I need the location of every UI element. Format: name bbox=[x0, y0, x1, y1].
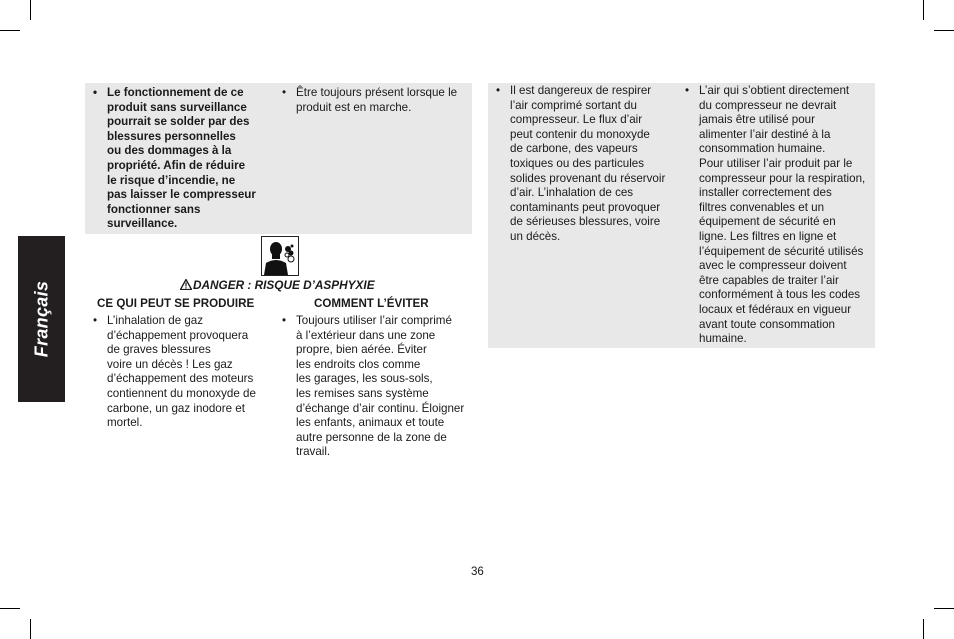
avoidance-column-heading: COMMENT L’ÉVITER bbox=[314, 297, 429, 310]
page-number: 36 bbox=[471, 566, 484, 578]
presence-warning: • Être toujours présent lorsque le produit est en marche. bbox=[282, 86, 486, 115]
human-consumption-warning: • L’air qui s’obtient directement du compresseur ne devrait jamais être utilisé pour alimenter l’air destiné à la consommation humaine. Pour utiliser l’air produit par le compresseur pour la respiration, installer correctement des filtres convenables et un équipement de sécurité en ligne. Les filtres en ligne et l’équipement de sécurité utilisés avec le compresseur doivent être capables de traiter l’air conformément à tous les codes locaux et fédéraux en vigueur avant toute consommation humaine. bbox=[685, 84, 889, 347]
avoidance-instructions: • Toujours utiliser l’air comprimé à l’extérieur dans une zone propre, bien aérée. Éviter les endroits clos comme les garages, les sous-sols, les remises sans système d’échange d’air continu. Éloigner les enfants, animaux et toute autre personne de la zone de travail. bbox=[282, 314, 486, 460]
asphyxiation-hazard-icon bbox=[261, 236, 299, 276]
compressed-air-breathing-warning: • Il est dangereux de respirer l’air comprimé sortant du compresseur. Le flux d’air peut contenir du monoxyde de carbone, des vapeurs toxiques ou des particules solides provenant du réservoir d’air. L’inhalation de ces contaminants peut provoquer de sérieuses blessures, voire un décès. bbox=[496, 84, 690, 245]
language-tab bbox=[18, 236, 65, 402]
language-tab-label: Français bbox=[31, 280, 51, 358]
warning-triangle-icon bbox=[180, 279, 192, 290]
danger-title: DANGER : RISQUE D’ASPHYXIE bbox=[193, 278, 375, 292]
hazard-column-heading: CE QUI PEUT SE PRODUIRE bbox=[97, 297, 255, 310]
hazard-description: • L’inhalation de gaz d’échappement provoquera de graves blessures voire un décès ! Les gaz d’échappement des moteurs contiennent du monoxyde de carbone, un gaz inodore et mortel. bbox=[93, 314, 287, 431]
danger-heading bbox=[180, 278, 375, 292]
unattended-operation-warning: • Le fonctionnement de ce produit sans surveillance pourrait se solder par des blessures personnelles ou des dommages à la propriété. Afin de réduire le risque d’incendie, ne pas laisser le compresseur fonctionner sans surveillance. bbox=[93, 86, 282, 232]
